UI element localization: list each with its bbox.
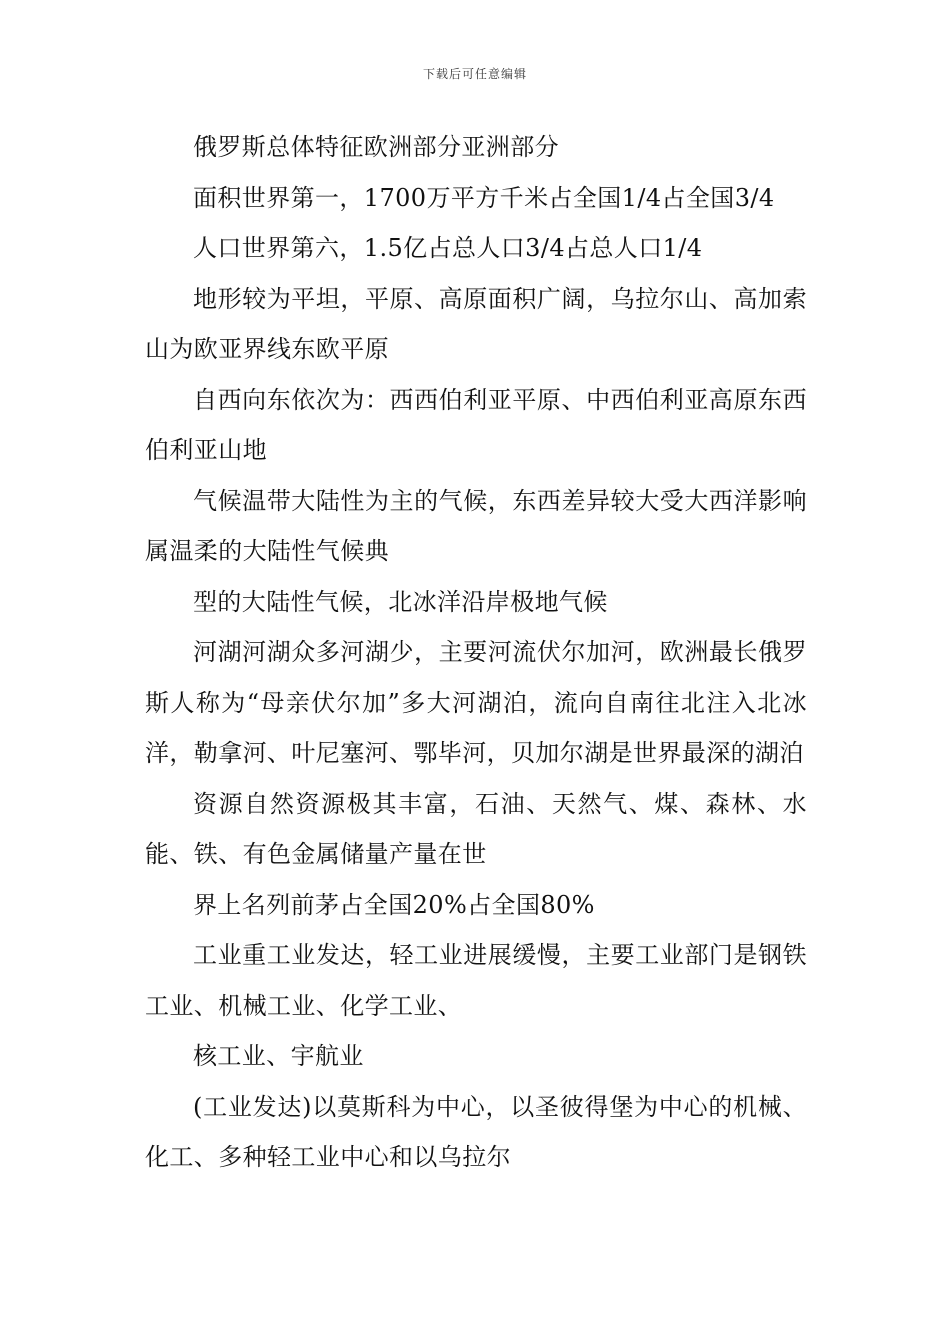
paragraph-area: 面积世界第一，1700万平方千米占全国1/4占全国3/4 — [193, 183, 775, 212]
paragraph-rivers-lakes: 河湖河湖众多河湖少，主要河流伏尔加河，欧洲最长俄罗斯人称为“母亲伏尔加”多大河湖泊，流向自南往北注入北冰洋，勒拿河、叶尼塞河、鄂毕河，贝加尔湖是世界最深的湖泊 — [145, 638, 807, 767]
page-header-note: 下载后可任意编辑 — [422, 67, 527, 81]
paragraph-industry-centers: (工业发达)以莫斯科为中心，以圣彼得堡为中心的机械、化工、多种轻工业中心和以乌拉尔 — [145, 1092, 807, 1171]
paragraph-terrain: 地形较为平坦，平原、高原面积广阔，乌拉尔山、高加索山为欧亚界线东欧平原 — [145, 284, 807, 363]
paragraph-industry-cont: 核工业、宇航业 — [193, 1042, 364, 1070]
paragraph-industry: 工业重工业发达，轻工业进展缓慢，主要工业部门是钢铁工业、机械工业、化学工业、 — [145, 941, 807, 1020]
paragraph-climate: 气候温带大陆性为主的气候，东西差异较大受大西洋影响属温柔的大陆性气候典 — [145, 486, 807, 565]
paragraph-resources: 资源自然资源极其丰富，石油、天然气、煤、森林、水能、铁、有色金属储量产量在世 — [145, 789, 807, 868]
paragraph-overview: 俄罗斯总体特征欧洲部分亚洲部分 — [193, 133, 559, 161]
paragraph-resources-cont: 界上名列前茅占全国20%占全国80% — [193, 890, 595, 919]
paragraph-climate-cont: 型的大陆性气候，北冰洋沿岸极地气候 — [193, 587, 608, 616]
paragraph-population: 人口世界第六，1.5亿占总人口3/4占总人口1/4 — [193, 234, 703, 262]
paragraph-terrain-order: 自西向东依次为：西西伯利亚平原、中西伯利亚高原东西伯利亚山地 — [145, 385, 807, 464]
document-body — [145, 122, 807, 1183]
